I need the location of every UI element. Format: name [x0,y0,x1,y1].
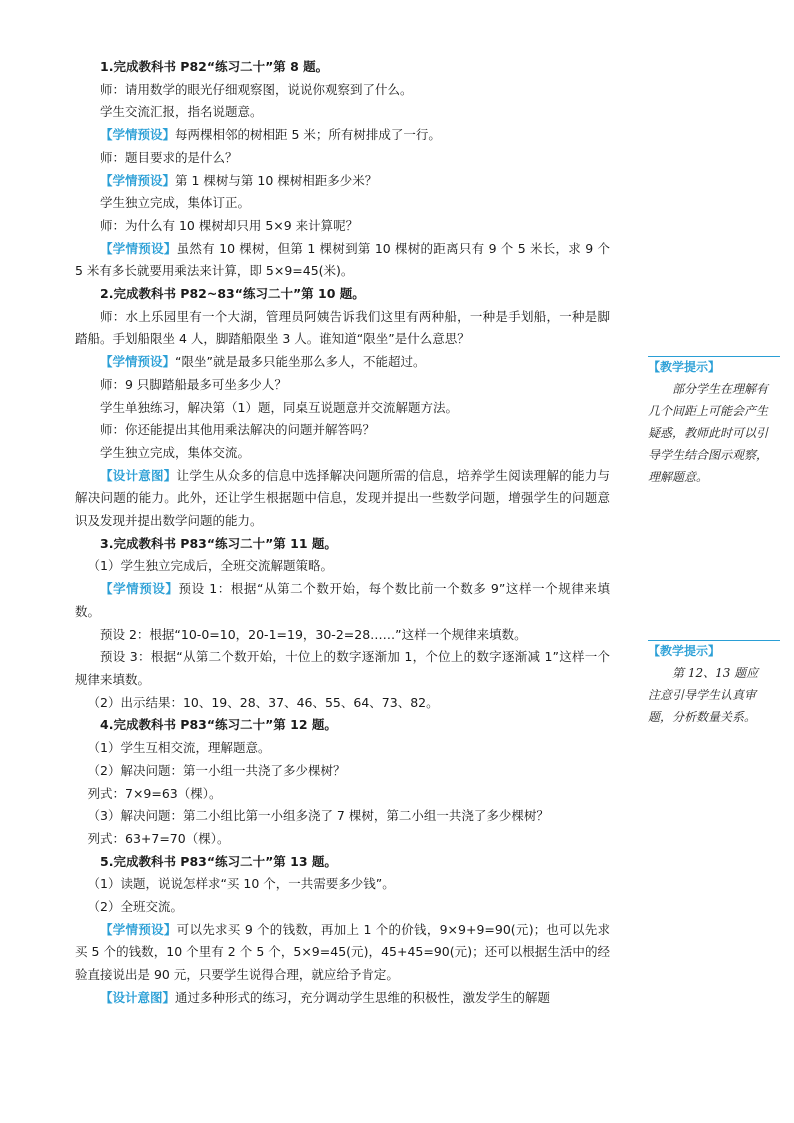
preset-tag: 【学情预设】 [100,240,177,256]
teaching-tip-body: 部分学生在理解有几个间距上可能会产生疑惑，教师此时可以引导学生结合图示观察，理解题意。 [648,382,769,484]
preset-line: 预设 3：根据“从第二个数开始，十位上的数字逐渐加 1，个位上的数字逐渐减 1”这样一个规律来填数。 [75,649,610,687]
step-line: （1）读题，说说怎样求“买 10 个，一共需要多少钱”。 [87,876,395,892]
preset-paragraph: 【学情预设】可以先求买 9 个的钱数，再加上 1 个的价钱，9×9+9=90(元)；也可以先求买 5 个的钱数，10 个里有 2 个 5 个，5×9=45(元)，45+45=90(元)；还可以根据生活中的经验直接说出是 90 元，只要学生说得合理，就应给予肯定。 [75,921,610,983]
lesson-body [75,56,610,1010]
student-line: 学生单独练习，解决第（1）题，同桌互说题意并交流解题方法。 [100,399,458,415]
teacher-line: 师：9 只脚踏船最多可坐多少人？ [100,376,287,392]
preset-paragraph: 【学情预设】虽然有 10 棵树，但第 1 棵树到第 10 棵树的距离只有 9 个 5 米长，求 9 个 5 米有多长就要用乘法来计算，即 5×9=45(米)。 [75,240,610,279]
exercise-heading-4: 4.完成教科书 P83“练习二十”第 12 题。 [100,717,337,733]
exercise-heading-3: 3.完成教科书 P83“练习二十”第 11 题。 [100,535,337,551]
preset-tag: 【学情预设】 [100,354,176,370]
preset-tag: 【学情预设】 [100,172,176,188]
preset-tag: 【学情预设】 [100,127,176,143]
preset-paragraph: 【学情预设】每两棵相邻的树相距 5 米；所有树排成了一行。 [100,127,441,143]
exercise-heading-5: 5.完成教科书 P83“练习二十”第 13 题。 [100,853,337,869]
exercise-heading-1: 1.完成教科书 P82“练习二十”第 8 题。 [100,59,329,74]
design-intent-paragraph: 【设计意图】让学生从众多的信息中选择解决问题所需的信息，培养学生阅读理解的能力与解决问题的能力。此外，还让学生根据题中信息，发现并提出一些数学问题，增强学生的问题意识及发现并提出数学问题的能力。 [75,467,610,529]
design-intent-tag: 【设计意图】 [100,467,177,483]
step-line: （2）全班交流。 [87,899,183,915]
student-line: 学生独立完成，集体订正。 [100,195,251,211]
step-line: （1）学生互相交流，理解题意。 [87,740,271,756]
teaching-tip-1 [648,356,768,488]
teaching-tip-body: 第 12、13 题应注意引导学生认真审题，分析数量关系。 [648,666,759,724]
design-intent-paragraph: 【设计意图】通过多种形式的练习，充分调动学生思维的积极性，激发学生的解题 [100,989,551,1005]
teacher-line: 师：为什么有 10 棵树却只用 5×9 来计算呢？ [100,217,359,233]
preset-paragraph: 【学情预设】“限坐”就是最多只能坐那么多人，不能超过。 [100,354,426,370]
student-line: 学生独立完成，集体交流。 [100,444,251,460]
teaching-tip-title: 【教学提示】 [648,360,721,374]
teaching-tip-2 [648,640,768,728]
preset-line: 预设 2：根据“10-0=10，20-1=19，30-2=28……”这样一个规律来填数。 [100,626,527,642]
preset-tag: 【学情预设】 [100,581,179,597]
step-line: （2）解决问题：第一小组一共浇了多少棵树？ [87,762,346,778]
result-line: （2）出示结果：10、19、28、37、46、55、64、73、82。 [87,694,439,710]
teaching-tip-title: 【教学提示】 [648,644,721,658]
teacher-line: 师：你还能提出其他用乘法解决的问题并解答吗？ [100,422,376,438]
teacher-line: 师：请用数学的眼光仔细观察图，说说你观察到了什么。 [100,81,413,97]
design-intent-tag: 【设计意图】 [100,989,176,1005]
preset-tag: 【学情预设】 [100,921,177,937]
step-line: （1）学生独立完成后，全班交流解题策略。 [87,558,333,574]
teacher-line: 师：水上乐园里有一个大湖，管理员阿姨告诉我们这里有两种船，一种是手划船，一种是脚踏船。手划船限坐 4 人，脚踏船限坐 3 人。谁知道“限坐”是什么意思？ [75,308,610,347]
student-line: 学生交流汇报，指名说题意。 [100,104,263,120]
teacher-line: 师：题目要求的是什么？ [100,149,238,165]
preset-paragraph: 【学情预设】第 1 棵树与第 10 棵树相距多少米？ [100,172,378,188]
exercise-heading-2: 2.完成教科书 P82~83“练习二十”第 10 题。 [100,286,365,302]
step-line: （3）解决问题：第二小组比第一小组多浇了 7 棵树，第二小组一共浇了多少棵树？ [87,808,549,824]
preset-paragraph: 【学情预设】预设 1：根据“从第二个数开始，每个数比前一个数多 9”这样一个规律来填数。 [75,581,610,619]
formula-line: 列式：7×9=63（棵）。 [87,785,222,801]
formula-line: 列式：63+7=70（棵）。 [87,830,230,846]
